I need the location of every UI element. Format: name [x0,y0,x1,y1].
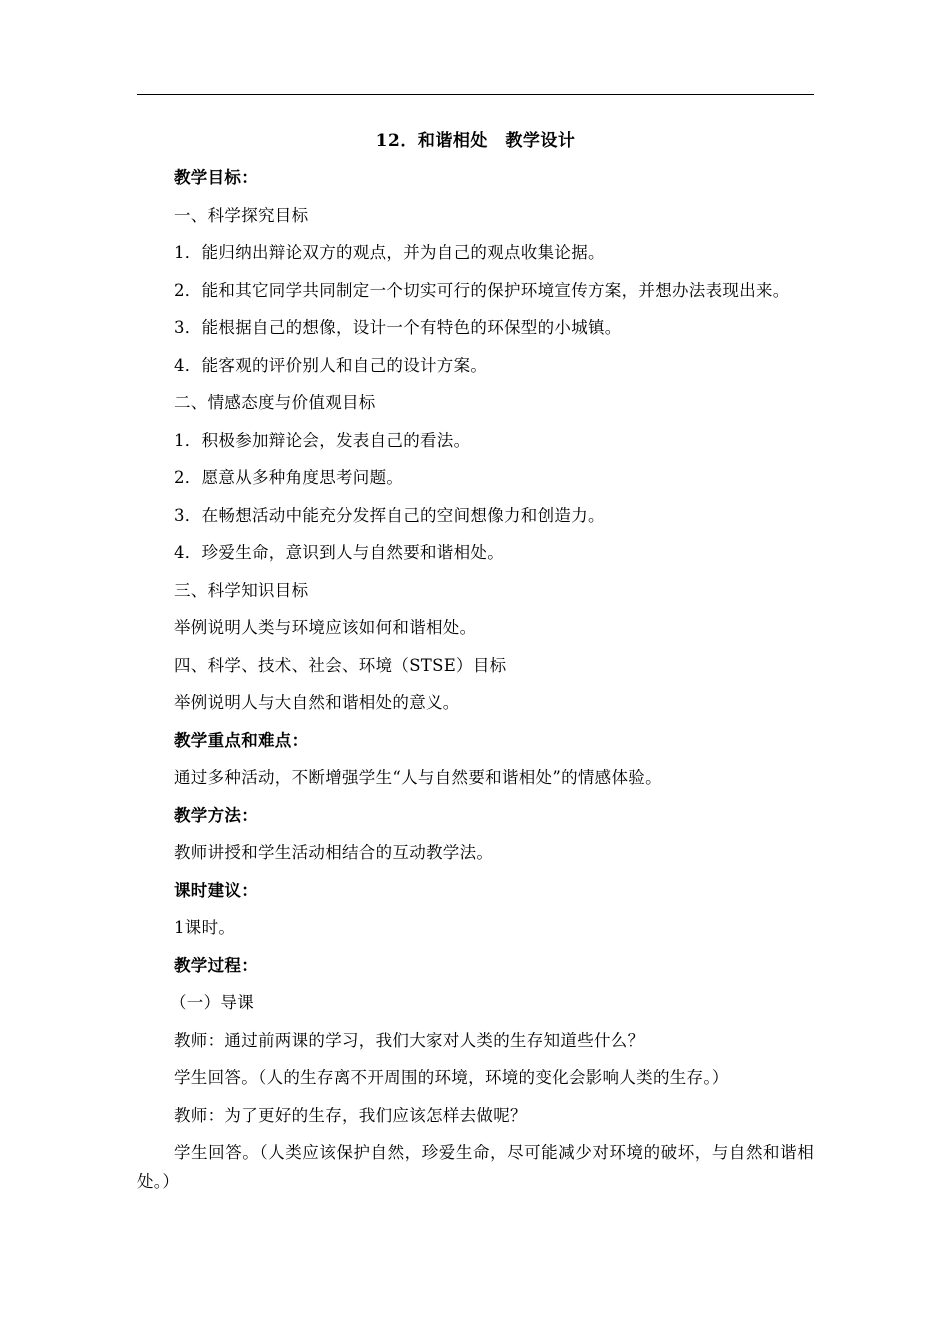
heading-class-hours: 课时建议： [174,880,258,900]
dialogue-teacher-2: 教师：为了更好的生存，我们应该怎样去做呢？ [174,1105,527,1125]
inquiry-goal-3: 3．能根据自己的想像，设计一个有特色的环保型的小城镇。 [174,318,622,337]
section-knowledge-goals: 三、科学知识目标 [174,580,309,600]
inquiry-goal-2: 2．能和其它同学共同制定一个切实可行的保护环境宣传方案，并想办法表现出来。 [174,280,790,300]
header-rule [137,94,814,95]
heading-key-points: 教学重点和难点： [174,730,309,750]
document-body [137,163,814,1205]
dialogue-teacher-1: 教师：通过前两课的学习，我们大家对人类的生存知道些什么？ [174,1030,645,1050]
stse-goal: 举例说明人与大自然和谐相处的意义。 [174,693,460,712]
heading-teaching-process: 教学过程： [174,955,258,975]
section-attitude-goals: 二、情感态度与价值观目标 [174,393,376,412]
heading-teaching-method: 教学方法： [174,805,258,825]
attitude-goal-3: 3．在畅想活动中能充分发挥自己的空间想像力和创造力。 [174,505,605,525]
attitude-goal-1: 1．积极参加辩论会，发表自己的看法。 [174,430,471,450]
knowledge-goal: 举例说明人类与环境应该如何和谐相处。 [174,618,477,637]
section-inquiry-goals: 一、科学探究目标 [174,205,309,225]
attitude-goal-4: 4．珍爱生命，意识到人与自然要和谐相处。 [174,543,504,562]
process-step-intro: （一）导课 [170,993,254,1012]
key-points-text: 通过多种活动，不断增强学生“人与自然要和谐相处”的情感体验。 [174,768,662,787]
section-stse-goals: 四、科学、技术、社会、环境（STSE）目标 [174,655,507,675]
attitude-goal-2: 2．愿意从多种角度思考问题。 [174,468,404,487]
inquiry-goal-1: 1．能归纳出辩论双方的观点，并为自己的观点收集论据。 [174,243,605,262]
teaching-method-text: 教师讲授和学生活动相结合的互动教学法。 [174,843,494,862]
document-title: 12．和谐相处 教学设计 [375,131,576,151]
inquiry-goal-4: 4．能客观的评价别人和自己的设计方案。 [174,355,488,375]
class-hours-text: 1课时。 [174,918,236,937]
dialogue-student-1: 学生回答。（人的生存离不开周围的环境，环境的变化会影响人类的生存。） [174,1068,729,1087]
heading-teaching-goals: 教学目标： [174,168,258,187]
dialogue-student-2: 学生回答。（人类应该保护自然，珍爱生命，尽可能减少对环境的破坏，与自然和谐相处。） [137,1143,814,1191]
